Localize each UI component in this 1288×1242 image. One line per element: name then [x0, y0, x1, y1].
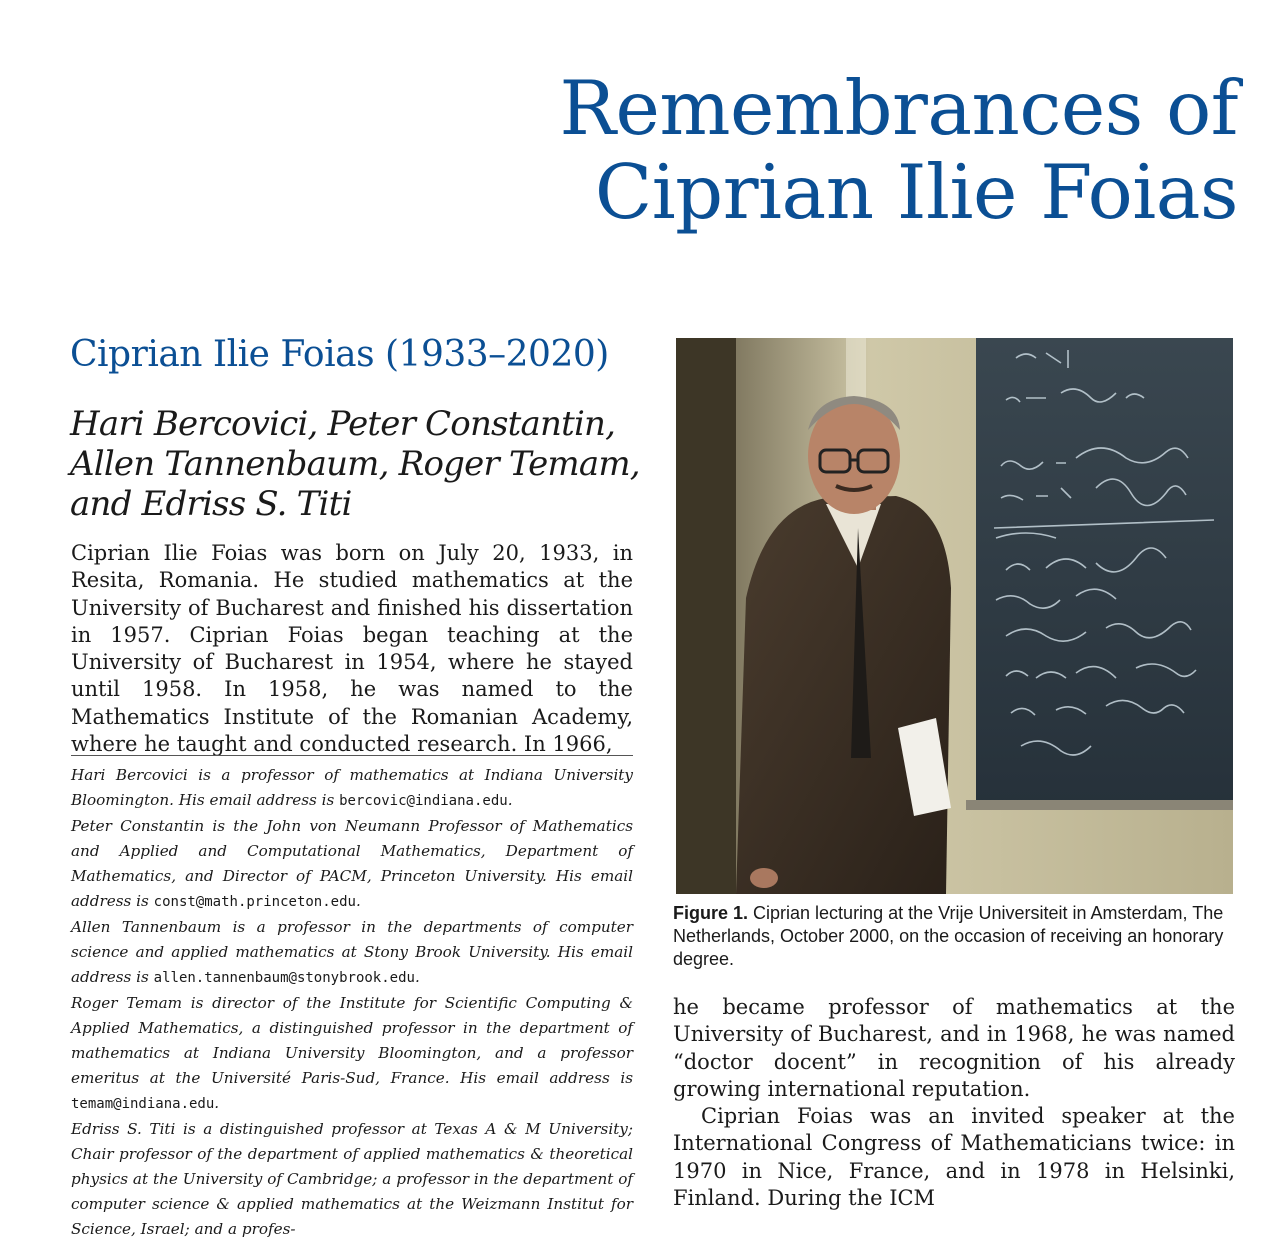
body-column-right — [673, 994, 1235, 1212]
body-paragraph: he became professor of mathematics at the University of Bucharest, and in 1968, he was named “doctor docent” in recognition of his already growing international reputation. — [673, 995, 1235, 1101]
author-line: and Edriss S. Titi — [70, 484, 352, 524]
footnote-titi: Edriss S. Titi is a distinguished professor at Texas A & M University; Chair professor of the department of applied mathematics & theoretical physics at the University of Cambridge; a professor in the department of computer science & applied mathematics at the Weizmann Institut for Science, Israel; and a profes- — [71, 1120, 633, 1238]
body-paragraph: Ciprian Ilie Foias was born on July 20, 1933, in Resita, Romania. He studied mathematics at the University of Bucharest and finished his dissertation in 1957. Ciprian Foias began teaching at the University of Bucharest in 1954, where he stayed until 1958. In 1958, he was named to the Mathematics Institute of the Romanian Academy, where he taught and conducted research. In 1966, — [71, 541, 633, 757]
title-line-2: Ciprian Ilie Foias — [594, 148, 1238, 237]
author-line: Hari Bercovici, Peter Constantin, — [70, 404, 616, 444]
author-line: Allen Tannenbaum, Roger Temam, — [70, 444, 640, 484]
footnote-bercovici: Hari Bercovici is a professor of mathematics at Indiana University Bloomington. His email address is bercovic@indiana.edu. — [71, 766, 633, 809]
email-link[interactable]: allen.tannenbaum@stonybrook.edu — [153, 970, 415, 986]
article-title — [338, 64, 1238, 237]
figure-caption — [673, 902, 1238, 971]
email-link[interactable]: const@math.princeton.edu — [153, 894, 356, 910]
email-link[interactable]: temam@indiana.edu — [71, 1096, 215, 1112]
footnote-tannenbaum: Allen Tannenbaum is a professor in the departments of computer science and applied mathematics at Stony Brook University. His email address is allen.tannenbaum@stonybrook.edu. — [71, 918, 633, 986]
footnote-temam: Roger Temam is director of the Institute for Scientific Computing & Applied Mathematics, a distinguished professor in the department of mathematics at Indiana University Bloomington, and a professor emeritus at the Université Paris-Sud, France. His email address is temam@indiana.edu. — [71, 994, 633, 1112]
title-line-1: Remembrances of — [559, 64, 1238, 153]
email-link[interactable]: bercovic@indiana.edu — [339, 793, 508, 809]
author-list — [70, 404, 650, 524]
lecture-photo-illustration — [676, 338, 1233, 894]
figure-photo — [676, 338, 1233, 894]
author-footnotes — [71, 763, 633, 1242]
section-heading: Ciprian Ilie Foias (1933–2020) — [70, 334, 609, 375]
figure-label: Figure 1. — [673, 903, 749, 923]
footnote-constantin: Peter Constantin is the John von Neumann Professor of Mathematics and Applied and Computational Mathematics, Department of Mathematics, and Director of PACM, Princeton University. His email address is const@math.princeton.edu. — [71, 817, 633, 910]
body-paragraph: Ciprian Foias was an invited speaker at the International Congress of Mathematicians twice: in 1970 in Nice, France, and in 1978 in Helsinki, Finland. During the ICM — [673, 1104, 1235, 1211]
footnote-divider — [71, 755, 633, 756]
figure-caption-text: Ciprian lecturing at the Vrije Universiteit in Amsterdam, The Netherlands, October 2000, on the occasion of receiving an honorary degree. — [673, 903, 1224, 969]
body-column-left — [71, 540, 633, 758]
